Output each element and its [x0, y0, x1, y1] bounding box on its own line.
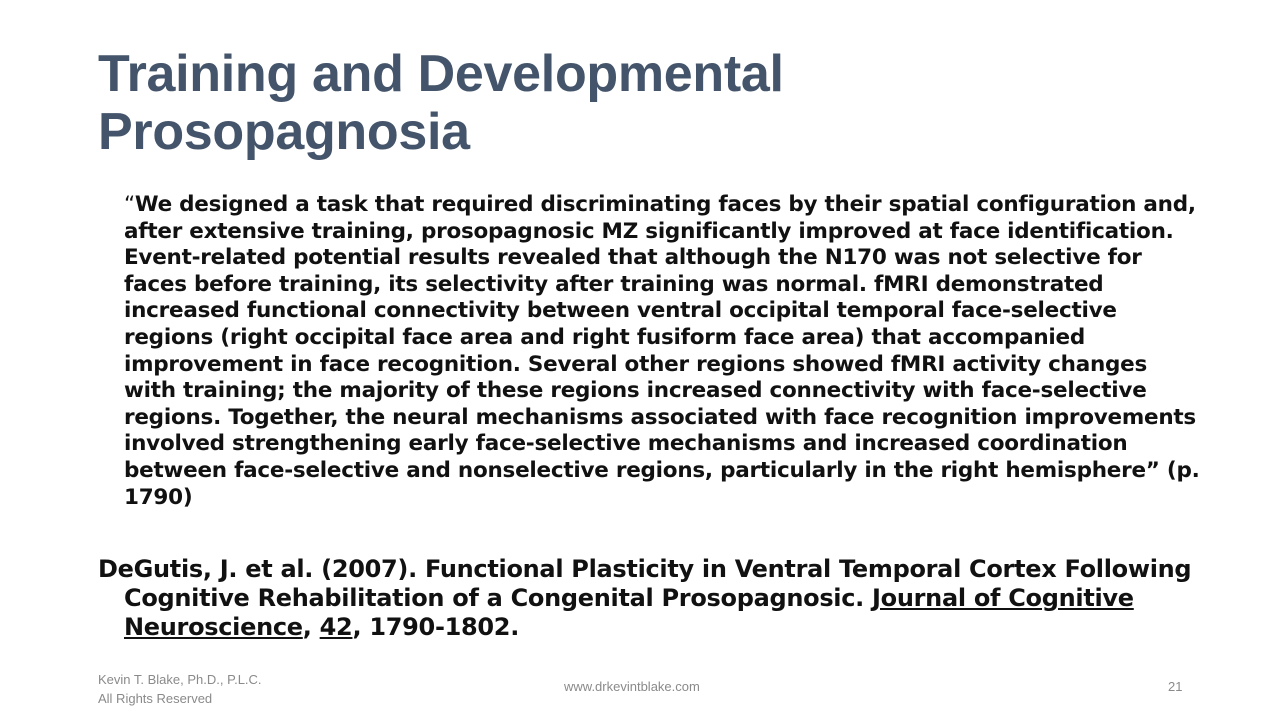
quote-open-mark: “	[124, 192, 135, 217]
quote-block	[124, 192, 1204, 511]
footer-rights: All Rights Reserved	[98, 691, 213, 706]
citation-journal: Journal of Cognitive Neuroscience	[124, 584, 1134, 641]
quote-text: We designed a task that required discriminating faces by their spatial configuration and, after extensive training, prosopagnosic MZ significantly improved at face identification. Event-related potential results revealed that although the N170 was not selective for faces before training, its selectivity after training was normal. fMRI demonstrated increased functional connectivity between ventral occipital temporal face-selective regions (right occipital face area and right fusiform face area) that accompanied improvement in face recognition. Several other regions showed fMRI activity changes with training; the majority of these regions increased connectivity with face-selective regions. Together, the neural mechanisms associated with face recognition improvements involved strengthening early face-selective mechanisms and increased coordination between face-selective and nonselective regions, particularly in the right hemisphere” (p. 1790)	[124, 192, 1200, 510]
slide-title-line-2: Prosopagnosia	[98, 103, 470, 161]
footer-author	[98, 670, 262, 708]
slide-title-line-1: Training and Developmental	[98, 45, 784, 103]
citation-pages: , 1790-1802.	[352, 613, 520, 641]
slide-title	[98, 45, 1198, 161]
footer-website: www.drkevintblake.com	[564, 679, 700, 694]
citation-volume: 42	[319, 613, 353, 641]
citation	[98, 555, 1224, 642]
citation-text: DeGutis, J. et al. (2007). Functional Plasticity in Ventral Temporal Cortex Following Cognitive Rehabilitation of a Congenital Prosopagnosic.	[98, 555, 1192, 612]
slide-number: 21	[1168, 679, 1183, 694]
citation-separator: ,	[302, 613, 320, 641]
footer-author-name: Kevin T. Blake, Ph.D., P.L.C.	[98, 672, 262, 687]
